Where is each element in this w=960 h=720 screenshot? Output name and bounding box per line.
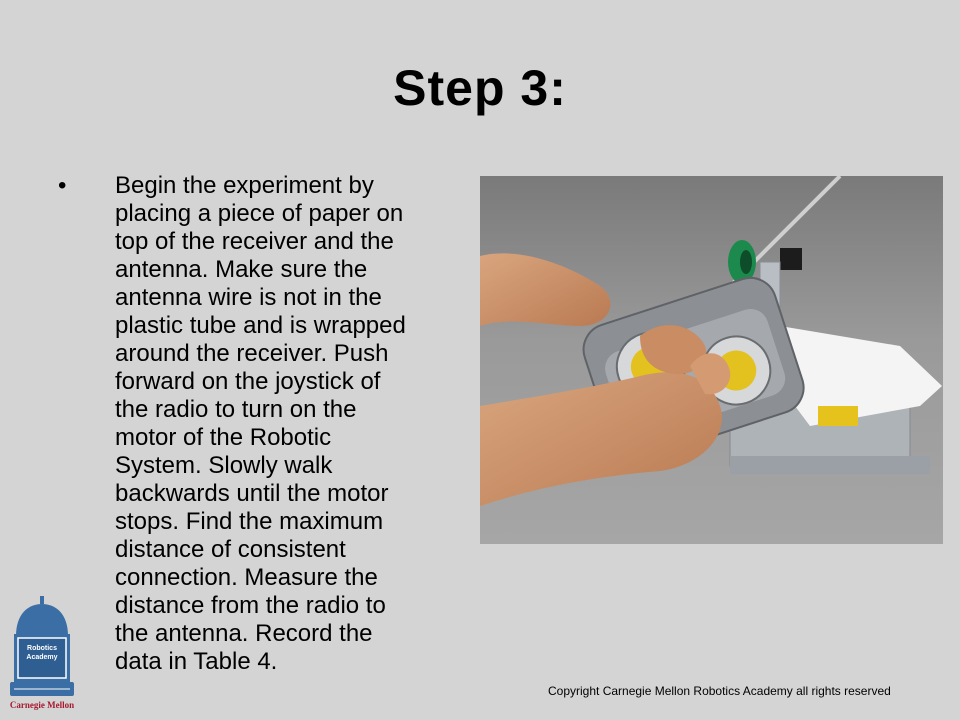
- robotics-academy-logo: [6, 596, 78, 714]
- body-line: the antenna. Record the: [115, 620, 373, 647]
- body-line: antenna. Make sure the: [115, 256, 368, 283]
- body-line: the radio to turn on the: [115, 396, 357, 423]
- body-paragraph: [115, 172, 475, 676]
- carnegie-mellon-wordmark: Carnegie Mellon: [9, 700, 75, 710]
- body-line: distance of consistent: [115, 536, 346, 563]
- body-line: connection. Measure the: [115, 564, 378, 591]
- body-line: antenna wire is not in the: [115, 284, 382, 311]
- body-line: distance from the radio to: [115, 592, 386, 619]
- body-line: around the receiver. Push: [115, 340, 389, 367]
- body-line: backwards until the motor: [115, 480, 389, 507]
- body-line: stops. Find the maximum: [115, 508, 384, 535]
- body-line: Begin the experiment by: [115, 172, 374, 199]
- body-line: forward on the joystick of: [115, 368, 381, 395]
- copyright-notice: Copyright Carnegie Mellon Robotics Academy all rights reserved: [548, 684, 891, 698]
- body-line: plastic tube and is wrapped: [115, 312, 406, 339]
- body-line: motor of the Robotic: [115, 424, 332, 451]
- bullet-point: •: [58, 172, 67, 199]
- logo-line-2: Academy: [26, 654, 58, 661]
- body-line: placing a piece of paper on: [115, 200, 404, 227]
- logo-line-1: Robotics: [27, 645, 57, 652]
- body-line: data in Table 4.: [115, 648, 278, 675]
- body-line: System. Slowly walk: [115, 452, 333, 479]
- experiment-photo: [480, 176, 943, 544]
- slide-title: Step 3:: [393, 60, 567, 116]
- body-line: top of the receiver and the: [115, 228, 394, 255]
